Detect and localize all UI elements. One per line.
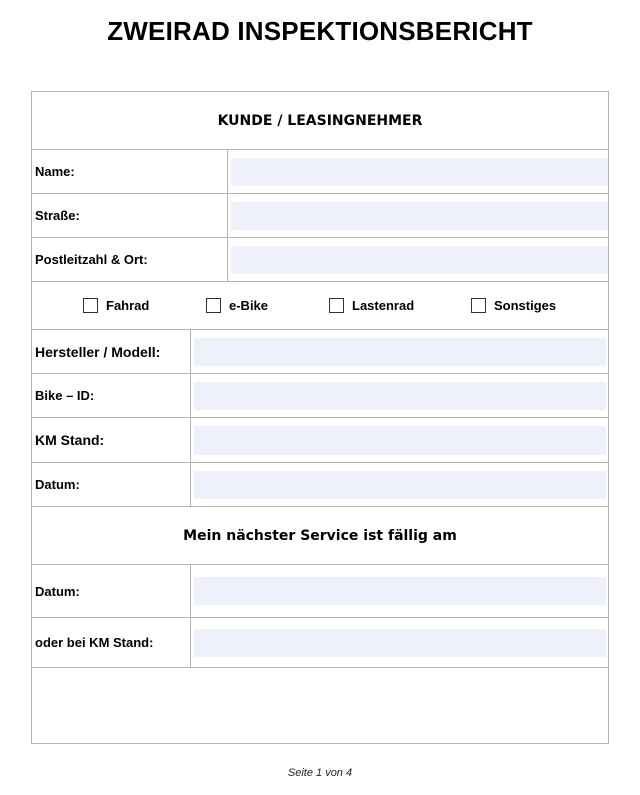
customer-section-heading [32, 92, 608, 150]
city-label: Postleitzahl & Ort: [35, 252, 148, 267]
column-divider [190, 418, 191, 462]
next-service-km-row [32, 618, 608, 668]
bike-id-row [32, 374, 608, 418]
vehicle-type-fahrad[interactable] [83, 282, 149, 329]
date-label: Datum: [35, 477, 80, 492]
page-number: Seite 1 von 4 [287, 767, 353, 779]
checkbox-lastenrad[interactable] [329, 298, 344, 313]
checkbox-label: Lastenrad [352, 298, 415, 313]
date-row [32, 463, 608, 507]
column-divider [190, 330, 191, 373]
bike-id-field[interactable] [194, 382, 606, 410]
vehicle-type-ebike[interactable] [206, 282, 268, 329]
km-label: KM Stand: [35, 432, 105, 448]
customer-heading-text: KUNDE / LEASINGNEHMER [217, 112, 423, 129]
notes-area[interactable] [32, 668, 608, 743]
checkbox-sonstiges[interactable] [471, 298, 486, 313]
next-service-heading-text: Mein nächster Service ist fällig am [183, 527, 457, 544]
next-service-km-label: oder bei KM Stand: [35, 635, 154, 650]
bike-id-label: Bike – ID: [35, 388, 95, 403]
km-field[interactable] [194, 426, 606, 455]
manufacturer-field[interactable] [194, 338, 606, 366]
next-service-date-row [32, 565, 608, 618]
next-service-date-field[interactable] [194, 577, 606, 605]
name-label: Name: [35, 164, 75, 179]
checkbox-fahrad[interactable] [83, 298, 98, 313]
inspection-form [31, 91, 609, 744]
column-divider [190, 565, 191, 617]
next-service-km-field[interactable] [194, 629, 606, 657]
document-title: ZWEIRAD INSPEKTIONSBERICHT [107, 16, 533, 46]
checkbox-label: Sonstiges [494, 298, 557, 313]
city-row [32, 238, 608, 282]
date-field[interactable] [194, 471, 606, 499]
vehicle-type-lastenrad[interactable] [329, 282, 414, 329]
city-field[interactable] [231, 246, 608, 274]
checkbox-label: e-Bike [229, 298, 269, 313]
column-divider [190, 463, 191, 506]
street-label: Straße: [35, 208, 80, 223]
checkbox-ebike[interactable] [206, 298, 221, 313]
street-field[interactable] [231, 202, 608, 230]
column-divider [227, 150, 228, 193]
column-divider [227, 238, 228, 281]
next-service-heading [32, 507, 608, 565]
name-field[interactable] [231, 158, 608, 186]
column-divider [190, 374, 191, 417]
column-divider [227, 194, 228, 237]
checkbox-label: Fahrad [106, 298, 150, 313]
name-row [32, 150, 608, 194]
column-divider [190, 618, 191, 667]
manufacturer-label: Hersteller / Modell: [35, 343, 161, 360]
vehicle-type-row [32, 282, 608, 330]
next-service-date-label: Datum: [35, 583, 80, 599]
vehicle-type-sonstiges[interactable] [471, 282, 556, 329]
manufacturer-row [32, 330, 608, 374]
km-row [32, 418, 608, 463]
street-row [32, 194, 608, 238]
